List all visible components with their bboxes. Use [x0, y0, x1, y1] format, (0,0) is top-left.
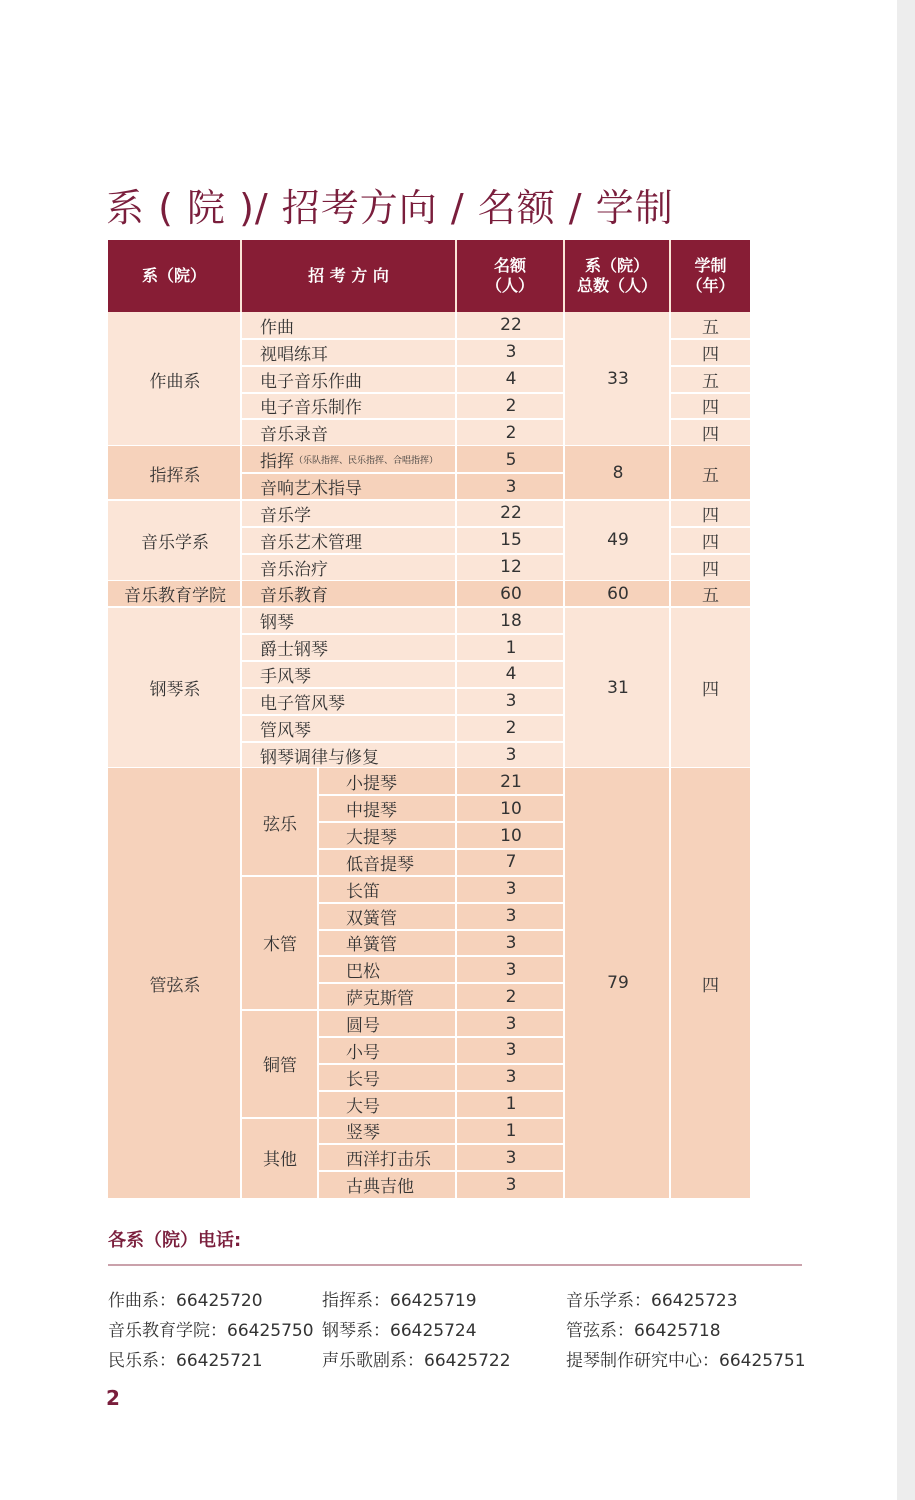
- dept-total: 31: [607, 677, 629, 698]
- row-divider: [318, 982, 565, 984]
- direction-cell: [318, 1118, 457, 1145]
- row-divider: [671, 553, 750, 555]
- quota-cell: 21: [500, 771, 522, 792]
- dept-total: 33: [607, 369, 629, 390]
- direction-label: 作曲: [260, 317, 294, 338]
- quota-cell: 2: [505, 986, 517, 1007]
- quota-cell: 3: [505, 959, 517, 980]
- direction-cell: [242, 312, 457, 339]
- quota-cell: 3: [505, 1013, 517, 1034]
- direction-cell: [242, 634, 457, 661]
- quota-cell: 18: [500, 610, 522, 631]
- column-divider: [669, 312, 671, 1198]
- quota-cell: 7: [505, 852, 517, 873]
- row-divider: [318, 1009, 565, 1011]
- row-divider: [318, 1063, 565, 1065]
- direction-cell: [318, 1064, 457, 1091]
- column-divider: [240, 312, 242, 1198]
- dept-total: 8: [612, 463, 624, 484]
- direction-cell: [242, 500, 457, 527]
- quota-cell: 3: [505, 1174, 517, 1195]
- quota-cell: 4: [505, 664, 517, 685]
- direction-cell: [318, 1010, 457, 1037]
- column-divider: [455, 312, 457, 1198]
- row-divider: [318, 1036, 565, 1038]
- dept-name: 钢琴系: [149, 680, 201, 701]
- quota-cell: 3: [505, 691, 517, 712]
- row-divider: [318, 848, 565, 850]
- direction-cell: [242, 688, 457, 715]
- row-divider: [318, 1170, 565, 1172]
- group-name: 铜管: [263, 1056, 297, 1077]
- row-divider: [318, 821, 565, 823]
- quota-cell: 3: [505, 932, 517, 953]
- group-name: 其他: [263, 1150, 297, 1171]
- years-cell: 五: [702, 317, 719, 338]
- quota-cell: 3: [505, 476, 517, 497]
- direction-cell: [318, 930, 457, 957]
- years-cell: 四: [702, 559, 719, 580]
- years-cell: 五: [702, 371, 719, 392]
- direction-cell: [242, 366, 457, 393]
- direction-label: 管风琴: [260, 720, 311, 741]
- row-divider: [671, 392, 750, 394]
- page-number: 2: [106, 1386, 120, 1410]
- quota-cell: 1: [505, 637, 517, 658]
- quota-cell: 3: [505, 1147, 517, 1168]
- direction-cell: [318, 1144, 457, 1171]
- dept-name: 管弦系: [149, 975, 201, 996]
- direction-cell: [318, 1037, 457, 1064]
- direction-label: 长笛: [346, 881, 380, 902]
- years-cell: 五: [702, 586, 719, 607]
- header-dept: 系（院）: [108, 240, 240, 312]
- years-cell: 四: [702, 344, 719, 365]
- contact-item: 提琴制作研究中心：66425751: [566, 1351, 806, 1371]
- direction-cell: [318, 768, 457, 795]
- direction-cell: [318, 849, 457, 876]
- direction-cell: [242, 473, 457, 500]
- contacts-title: 各系（院）电话:: [108, 1230, 242, 1251]
- direction-label: 视唱练耳: [260, 344, 328, 365]
- row-divider: [242, 633, 565, 635]
- dept-name: 指挥系: [149, 465, 201, 486]
- direction-cell: [318, 1091, 457, 1118]
- direction-label: 音乐艺术管理: [260, 532, 362, 553]
- dept-total: 49: [607, 530, 629, 551]
- contact-item: 指挥系：66425719: [322, 1291, 477, 1311]
- admissions-table: [108, 240, 750, 1198]
- direction-label: 爵士钢琴: [260, 640, 328, 661]
- years-cell: 四: [702, 505, 719, 526]
- direction-label: 巴松: [346, 962, 380, 983]
- dept-years: 四: [702, 680, 719, 701]
- direction-label: 音响艺术指导: [260, 479, 362, 500]
- direction-label: 小号: [346, 1042, 380, 1063]
- contact-item: 民乐系：66425721: [108, 1351, 263, 1371]
- years-cell: 四: [702, 425, 719, 446]
- direction-cell: [318, 956, 457, 983]
- quota-cell: 22: [500, 315, 522, 336]
- row-divider: [318, 929, 565, 931]
- direction-label: 单簧管: [346, 935, 397, 956]
- quota-cell: 5: [505, 449, 517, 470]
- quota-cell: 2: [505, 395, 517, 416]
- row-divider: [318, 875, 565, 877]
- quota-cell: 60: [500, 583, 522, 604]
- direction-cell: [318, 795, 457, 822]
- quota-cell: 1: [505, 1120, 517, 1141]
- row-divider: [242, 714, 565, 716]
- contact-item: 声乐歌剧系：66425722: [322, 1351, 511, 1371]
- direction-cell: [318, 876, 457, 903]
- row-divider: [318, 1117, 565, 1119]
- row-divider: [242, 553, 565, 555]
- row-divider: [242, 365, 565, 367]
- contact-item: 作曲系：66425720: [108, 1291, 263, 1311]
- header-total: 系（院） 总数（人）: [565, 240, 669, 312]
- quota-cell: 3: [505, 906, 517, 927]
- direction-label: 竖琴: [346, 1123, 380, 1144]
- direction-cell: [318, 822, 457, 849]
- page-title: 系 ( 院 )/ 招考方向 / 名额 / 学制: [106, 186, 674, 230]
- dept-total: 60: [607, 583, 629, 604]
- direction-cell: [242, 339, 457, 366]
- direction-cell: [242, 607, 457, 634]
- row-divider: [242, 392, 565, 394]
- row-divider: [671, 526, 750, 528]
- quota-cell: 3: [505, 879, 517, 900]
- row-divider: [318, 794, 565, 796]
- quota-cell: 4: [505, 369, 517, 390]
- direction-cell: [242, 554, 457, 581]
- row-divider: [318, 1090, 565, 1092]
- contact-item: 音乐教育学院：66425750: [108, 1321, 314, 1341]
- direction-label: 电子音乐制作: [260, 398, 362, 419]
- header-quota: 名额 （人）: [457, 240, 563, 312]
- quota-cell: 15: [500, 530, 522, 551]
- contact-item: 管弦系：66425718: [566, 1321, 721, 1341]
- direction-label: 钢琴调律与修复: [260, 747, 379, 768]
- group-name: 木管: [263, 935, 297, 956]
- direction-cell: [242, 393, 457, 420]
- direction-label: 指挥: [260, 452, 294, 473]
- row-divider: [318, 955, 565, 957]
- direction-cell: [242, 661, 457, 688]
- direction-cell: [242, 742, 457, 769]
- quota-cell: 3: [505, 342, 517, 363]
- direction-cell: [242, 581, 457, 608]
- direction-label: 手风琴: [260, 666, 311, 687]
- direction-label: 低音提琴: [346, 854, 414, 875]
- direction-label: 双簧管: [346, 908, 397, 929]
- direction-label: 大号: [346, 1096, 380, 1117]
- direction-label: 音乐教育: [260, 586, 328, 607]
- direction-label: 音乐学: [260, 505, 311, 526]
- quota-cell: 3: [505, 745, 517, 766]
- direction-label: 圆号: [346, 1016, 380, 1037]
- row-divider: [671, 365, 750, 367]
- row-divider: [318, 902, 565, 904]
- row-divider: [242, 418, 565, 420]
- dept-name: 音乐教育学院: [124, 586, 226, 607]
- direction-cell: [242, 527, 457, 554]
- group-name: 弦乐: [263, 814, 297, 835]
- row-divider: [242, 338, 565, 340]
- direction-label: 中提琴: [346, 801, 397, 822]
- row-divider: [242, 660, 565, 662]
- dept-total: 79: [607, 973, 629, 994]
- header-direction: 招 考 方 向: [242, 240, 455, 312]
- dept-name: 音乐学系: [141, 532, 209, 553]
- direction-label: 长号: [346, 1069, 380, 1090]
- quota-cell: 2: [505, 718, 517, 739]
- divider: [108, 1264, 802, 1266]
- quota-cell: 12: [500, 557, 522, 578]
- column-divider: [563, 312, 565, 1198]
- direction-cell: [242, 446, 457, 473]
- row-divider: [242, 741, 565, 743]
- row-divider: [242, 472, 565, 474]
- direction-label: 萨克斯管: [346, 989, 414, 1010]
- direction-cell: [318, 903, 457, 930]
- quota-cell: 1: [505, 1094, 517, 1115]
- direction-note: （乐队指挥、民乐指挥、合唱指挥）: [294, 456, 439, 467]
- contact-item: 音乐学系：66425723: [566, 1291, 738, 1311]
- direction-label: 音乐治疗: [260, 559, 328, 580]
- page-edge: [897, 0, 915, 1500]
- direction-label: 大提琴: [346, 828, 397, 849]
- direction-cell: [242, 715, 457, 742]
- direction-cell: [318, 1171, 457, 1198]
- contact-item: 钢琴系：66425724: [322, 1321, 477, 1341]
- subgroup-divider: [317, 768, 319, 1198]
- years-cell: 四: [702, 398, 719, 419]
- direction-label: 电子音乐作曲: [260, 371, 362, 392]
- row-divider: [242, 526, 565, 528]
- direction-label: 小提琴: [346, 774, 397, 795]
- quota-cell: 2: [505, 422, 517, 443]
- years-cell: 四: [702, 532, 719, 553]
- direction-cell: [242, 419, 457, 446]
- quota-cell: 3: [505, 1067, 517, 1088]
- direction-label: 钢琴: [260, 613, 294, 634]
- row-divider: [318, 1143, 565, 1145]
- direction-label: 电子管风琴: [260, 693, 345, 714]
- row-divider: [242, 687, 565, 689]
- dept-years: 四: [702, 975, 719, 996]
- direction-label: 古典吉他: [346, 1177, 414, 1198]
- dept-name: 作曲系: [149, 371, 201, 392]
- quota-cell: 3: [505, 1040, 517, 1061]
- direction-cell: [318, 983, 457, 1010]
- direction-label: 音乐录音: [260, 425, 328, 446]
- quota-cell: 10: [500, 798, 522, 819]
- quota-cell: 22: [500, 503, 522, 524]
- direction-label: 西洋打击乐: [346, 1150, 431, 1171]
- row-divider: [671, 338, 750, 340]
- quota-cell: 10: [500, 825, 522, 846]
- row-divider: [671, 418, 750, 420]
- header-years: 学制 （年）: [671, 240, 750, 312]
- dept-years: 五: [702, 465, 719, 486]
